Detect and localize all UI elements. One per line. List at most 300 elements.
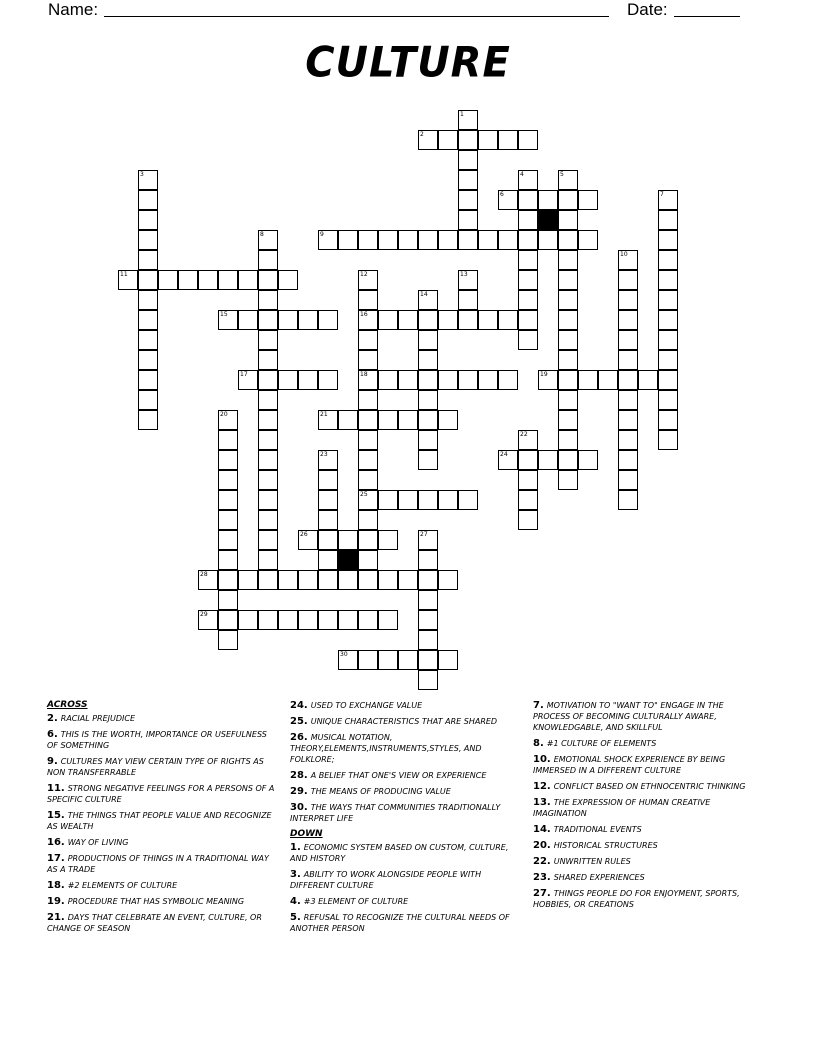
grid-cell[interactable]: [258, 230, 278, 250]
grid-cell[interactable]: [418, 350, 438, 370]
grid-cell[interactable]: [558, 410, 578, 430]
grid-cell[interactable]: [238, 370, 258, 390]
clue-text: EMOTIONAL SHOCK EXPERIENCE BY BEING IMMERSED IN A DIFFERENT CULTURE: [533, 755, 726, 775]
grid-cell[interactable]: [298, 570, 318, 590]
clue-across-item: [47, 880, 275, 891]
grid-cell[interactable]: [458, 230, 478, 250]
grid-cell[interactable]: [218, 410, 238, 430]
grid-cell[interactable]: [658, 270, 678, 290]
grid-cell[interactable]: [218, 630, 238, 650]
cell-number: 17: [240, 371, 248, 378]
grid-cell[interactable]: [438, 410, 458, 430]
grid-cell[interactable]: [238, 270, 258, 290]
grid-cell[interactable]: [418, 490, 438, 510]
grid-cell[interactable]: [458, 150, 478, 170]
grid-cell[interactable]: [518, 490, 538, 510]
grid-cell[interactable]: [418, 230, 438, 250]
grid-cell[interactable]: [238, 570, 258, 590]
grid-cell[interactable]: [438, 650, 458, 670]
grid-cell[interactable]: [398, 410, 418, 430]
cell-number: 3: [140, 171, 144, 178]
grid-cell[interactable]: [218, 490, 238, 510]
grid-cell[interactable]: [358, 370, 378, 390]
grid-cell[interactable]: [298, 530, 318, 550]
grid-cell[interactable]: [338, 410, 358, 430]
grid-cell[interactable]: [138, 230, 158, 250]
grid-cell[interactable]: [378, 650, 398, 670]
grid-cell[interactable]: [258, 390, 278, 410]
grid-cell[interactable]: [618, 250, 638, 270]
grid-cell[interactable]: [418, 450, 438, 470]
grid-cell[interactable]: [138, 330, 158, 350]
grid-cell[interactable]: [358, 450, 378, 470]
grid-cell[interactable]: [418, 390, 438, 410]
grid-cell[interactable]: [418, 610, 438, 630]
grid-cell[interactable]: [258, 430, 278, 450]
grid-cell[interactable]: [358, 230, 378, 250]
grid-cell[interactable]: [378, 410, 398, 430]
grid-cell[interactable]: [558, 330, 578, 350]
grid-cell[interactable]: [458, 370, 478, 390]
grid-cell[interactable]: [138, 210, 158, 230]
grid-cell[interactable]: [258, 290, 278, 310]
grid-cell[interactable]: [138, 190, 158, 210]
clue-number: 17.: [47, 853, 65, 864]
clue-text: WAY OF LIVING: [67, 838, 129, 847]
grid-cell[interactable]: [658, 370, 678, 390]
grid-cell[interactable]: [358, 570, 378, 590]
grid-cell[interactable]: [298, 370, 318, 390]
clue-down-item: [533, 856, 761, 867]
grid-cell[interactable]: [518, 470, 538, 490]
grid-cell[interactable]: [518, 210, 538, 230]
grid-cell[interactable]: [618, 390, 638, 410]
grid-cell[interactable]: [258, 450, 278, 470]
cell-number: 12: [360, 271, 368, 278]
grid-cell[interactable]: [558, 370, 578, 390]
cell-number: 24: [500, 451, 508, 458]
grid-cell[interactable]: [418, 650, 438, 670]
clue-text: THE EXPRESSION OF HUMAN CREATIVE IMAGINATION: [533, 798, 711, 818]
grid-cell[interactable]: [558, 170, 578, 190]
grid-cell[interactable]: [318, 610, 338, 630]
grid-cell[interactable]: [478, 230, 498, 250]
grid-cell[interactable]: [258, 530, 278, 550]
cell-number: 6: [500, 191, 504, 198]
clue-down-item: [290, 912, 518, 934]
grid-cell[interactable]: [218, 430, 238, 450]
grid-cell[interactable]: [398, 570, 418, 590]
grid-cell[interactable]: [358, 290, 378, 310]
grid-cell[interactable]: [418, 310, 438, 330]
grid-cell[interactable]: [218, 530, 238, 550]
clue-across-item: [47, 896, 275, 907]
grid-cell[interactable]: [258, 510, 278, 530]
clue-down-item: [533, 840, 761, 851]
clue-across-item: [47, 713, 275, 724]
grid-cell[interactable]: [618, 470, 638, 490]
grid-cell[interactable]: [338, 230, 358, 250]
grid-cell[interactable]: [378, 610, 398, 630]
grid-cell[interactable]: [358, 530, 378, 550]
clue-number: 28.: [290, 770, 308, 781]
grid-cell[interactable]: [478, 310, 498, 330]
grid-cell[interactable]: [138, 310, 158, 330]
grid-cell[interactable]: [418, 130, 438, 150]
grid-cell[interactable]: [318, 370, 338, 390]
grid-cell[interactable]: [358, 350, 378, 370]
grid-cell[interactable]: [658, 230, 678, 250]
grid-cell[interactable]: [398, 310, 418, 330]
grid-cell[interactable]: [218, 510, 238, 530]
grid-cell[interactable]: [518, 430, 538, 450]
grid-cell[interactable]: [258, 250, 278, 270]
grid-cell[interactable]: [578, 230, 598, 250]
grid-cell[interactable]: [558, 390, 578, 410]
grid-cell[interactable]: [618, 330, 638, 350]
grid-cell[interactable]: [198, 610, 218, 630]
grid-cell[interactable]: [598, 370, 618, 390]
clue-across-item: [47, 729, 275, 751]
grid-cell[interactable]: [358, 410, 378, 430]
cell-number: 7: [660, 191, 664, 198]
grid-cell[interactable]: [138, 390, 158, 410]
grid-cell[interactable]: [378, 370, 398, 390]
grid-cell[interactable]: [658, 250, 678, 270]
clue-text: #3 ELEMENT OF CULTURE: [303, 897, 409, 906]
grid-cell[interactable]: [658, 290, 678, 310]
clue-across-item: [47, 756, 275, 778]
clue-down-item: [533, 700, 761, 733]
grid-cell[interactable]: [558, 210, 578, 230]
grid-cell[interactable]: [398, 650, 418, 670]
clue-number: 26.: [290, 732, 308, 743]
grid-cell[interactable]: [138, 250, 158, 270]
grid-cell[interactable]: [558, 430, 578, 450]
grid-cell[interactable]: [378, 530, 398, 550]
grid-cell[interactable]: [618, 410, 638, 430]
grid-cell[interactable]: [578, 370, 598, 390]
grid-cell[interactable]: [638, 370, 658, 390]
clue-number: 23.: [533, 872, 551, 883]
grid-cell[interactable]: [558, 230, 578, 250]
grid-cell[interactable]: [358, 430, 378, 450]
grid-cell[interactable]: [258, 550, 278, 570]
grid-cell[interactable]: [378, 310, 398, 330]
grid-cell[interactable]: [458, 490, 478, 510]
grid-cell[interactable]: [658, 430, 678, 450]
grid-cell[interactable]: [338, 570, 358, 590]
grid-cell[interactable]: [358, 330, 378, 350]
grid-cell[interactable]: [278, 570, 298, 590]
grid-cell[interactable]: [458, 110, 478, 130]
grid-cell[interactable]: [198, 270, 218, 290]
clue-text: CONFLICT BASED ON ETHNOCENTRIC THINKING: [553, 782, 746, 791]
grid-cell[interactable]: [438, 130, 458, 150]
grid-cell[interactable]: [138, 410, 158, 430]
grid-cell[interactable]: [418, 330, 438, 350]
grid-cell[interactable]: [318, 310, 338, 330]
grid-cell[interactable]: [618, 310, 638, 330]
grid-cell[interactable]: [258, 490, 278, 510]
grid-cell[interactable]: [578, 190, 598, 210]
grid-cell[interactable]: [658, 190, 678, 210]
grid-cell[interactable]: [418, 530, 438, 550]
grid-cell[interactable]: [558, 250, 578, 270]
grid-cell[interactable]: [618, 430, 638, 450]
clue-number: 14.: [533, 824, 551, 835]
grid-cell[interactable]: [538, 190, 558, 210]
clue-number: 6.: [47, 729, 58, 740]
grid-cell[interactable]: [618, 270, 638, 290]
grid-cell[interactable]: [198, 570, 218, 590]
clue-text: SHARED EXPERIENCES: [553, 873, 645, 882]
grid-cell[interactable]: [318, 230, 338, 250]
grid-cell[interactable]: [498, 190, 518, 210]
grid-cell[interactable]: [258, 310, 278, 330]
grid-cell[interactable]: [618, 490, 638, 510]
grid-cell[interactable]: [138, 270, 158, 290]
grid-cell[interactable]: [378, 490, 398, 510]
grid-cell[interactable]: [658, 390, 678, 410]
grid-cell[interactable]: [518, 250, 538, 270]
grid-cell[interactable]: [258, 330, 278, 350]
grid-cell[interactable]: [658, 310, 678, 330]
grid-cell[interactable]: [658, 410, 678, 430]
grid-cell[interactable]: [418, 410, 438, 430]
grid-cell[interactable]: [578, 450, 598, 470]
grid-cell[interactable]: [138, 350, 158, 370]
grid-cell[interactable]: [318, 570, 338, 590]
clue-across-item: [47, 912, 275, 934]
clue-text: USED TO EXCHANGE VALUE: [310, 701, 423, 710]
clue-text: RACIAL PREJUDICE: [60, 714, 136, 723]
grid-cell[interactable]: [438, 570, 458, 590]
grid-cell[interactable]: [438, 230, 458, 250]
grid-cell[interactable]: [558, 470, 578, 490]
grid-cell[interactable]: [418, 670, 438, 690]
clue-across-item: [47, 837, 275, 848]
clue-number: 25.: [290, 716, 308, 727]
clue-number: 16.: [47, 837, 65, 848]
grid-cell[interactable]: [518, 330, 538, 350]
grid-cell[interactable]: [318, 410, 338, 430]
grid-cell[interactable]: [158, 270, 178, 290]
grid-cell[interactable]: [498, 310, 518, 330]
grid-cell[interactable]: [138, 290, 158, 310]
grid-cell[interactable]: [518, 130, 538, 150]
grid-cell[interactable]: [558, 350, 578, 370]
grid-cell[interactable]: [518, 510, 538, 530]
grid-cell[interactable]: [318, 510, 338, 530]
grid-cell[interactable]: [438, 310, 458, 330]
grid-cell[interactable]: [458, 130, 478, 150]
grid-cell[interactable]: [458, 170, 478, 190]
grid-cell[interactable]: [218, 610, 238, 630]
grid-cell[interactable]: [558, 310, 578, 330]
clue-across-item: [47, 783, 275, 805]
grid-cell[interactable]: [358, 470, 378, 490]
grid-cell[interactable]: [318, 450, 338, 470]
grid-cell[interactable]: [518, 190, 538, 210]
grid-cell[interactable]: [538, 230, 558, 250]
grid-cell[interactable]: [398, 490, 418, 510]
clue-text: DAYS THAT CELEBRATE AN EVENT, CULTURE, OR CHANGE OF SEASON: [47, 913, 262, 933]
grid-cell[interactable]: [358, 310, 378, 330]
grid-cell[interactable]: [518, 230, 538, 250]
grid-cell[interactable]: [218, 550, 238, 570]
grid-cell[interactable]: [658, 210, 678, 230]
grid-cell[interactable]: [518, 310, 538, 330]
clue-text: UNWRITTEN RULES: [553, 857, 631, 866]
clues-column-2: [290, 700, 518, 939]
grid-cell[interactable]: [238, 310, 258, 330]
grid-cell[interactable]: [418, 550, 438, 570]
grid-cell[interactable]: [218, 470, 238, 490]
grid-cell[interactable]: [618, 450, 638, 470]
grid-cell[interactable]: [258, 610, 278, 630]
grid-cell[interactable]: [538, 370, 558, 390]
grid-cell[interactable]: [138, 170, 158, 190]
grid-cell[interactable]: [258, 350, 278, 370]
clues-column-1: [47, 700, 275, 939]
grid-cell[interactable]: [298, 310, 318, 330]
grid-cell[interactable]: [418, 290, 438, 310]
clue-text: MUSICAL NOTATION, THEORY,ELEMENTS,INSTRUMENTS,STYLES, AND FOLKLORE;: [290, 733, 482, 764]
grid-cell[interactable]: [218, 570, 238, 590]
grid-cell[interactable]: [478, 130, 498, 150]
grid-cell[interactable]: [238, 610, 258, 630]
clue-number: 3.: [290, 869, 301, 880]
grid-cell[interactable]: [558, 190, 578, 210]
grid-cell[interactable]: [278, 610, 298, 630]
grid-cell[interactable]: [438, 490, 458, 510]
grid-cell[interactable]: [218, 590, 238, 610]
grid-cell[interactable]: [118, 270, 138, 290]
grid-cell[interactable]: [618, 290, 638, 310]
grid-cell[interactable]: [498, 450, 518, 470]
grid-cell[interactable]: [218, 270, 238, 290]
clue-text: ECONOMIC SYSTEM BASED ON CUSTOM, CULTURE, AND HISTORY: [290, 843, 509, 863]
grid-cell[interactable]: [178, 270, 198, 290]
grid-cell[interactable]: [518, 290, 538, 310]
grid-cell[interactable]: [218, 310, 238, 330]
grid-cell[interactable]: [338, 650, 358, 670]
grid-cell[interactable]: [138, 370, 158, 390]
grid-cell[interactable]: [658, 350, 678, 370]
cell-number: 21: [320, 411, 328, 418]
grid-cell[interactable]: [478, 370, 498, 390]
grid-cell[interactable]: [318, 470, 338, 490]
clue-number: 8.: [533, 738, 544, 749]
grid-cell[interactable]: [358, 510, 378, 530]
clue-down-item: [533, 888, 761, 910]
grid-cell[interactable]: [258, 370, 278, 390]
clue-text: PRODUCTIONS OF THINGS IN A TRADITIONAL WAY AS A TRADE: [47, 854, 269, 874]
clue-across-item: [290, 716, 518, 727]
grid-cell[interactable]: [538, 450, 558, 470]
grid-cell[interactable]: [418, 430, 438, 450]
date-label: Date:: [627, 0, 668, 19]
grid-cell[interactable]: [618, 350, 638, 370]
grid-cell[interactable]: [498, 130, 518, 150]
grid-cell[interactable]: [378, 570, 398, 590]
grid-cell[interactable]: [358, 650, 378, 670]
grid-cell[interactable]: [418, 630, 438, 650]
grid-cell[interactable]: [458, 290, 478, 310]
black-cell: [338, 550, 358, 570]
clue-text: CULTURES MAY VIEW CERTAIN TYPE OF RIGHTS AS NON TRANSFERRABLE: [47, 757, 264, 777]
grid-cell[interactable]: [458, 210, 478, 230]
cell-number: 11: [120, 271, 128, 278]
clue-across-item: [290, 786, 518, 797]
grid-cell[interactable]: [438, 370, 458, 390]
grid-cell[interactable]: [498, 230, 518, 250]
grid-cell[interactable]: [458, 270, 478, 290]
grid-cell[interactable]: [358, 490, 378, 510]
grid-cell[interactable]: [258, 470, 278, 490]
clue-text: HISTORICAL STRUCTURES: [553, 841, 658, 850]
grid-cell[interactable]: [518, 450, 538, 470]
clue-number: 10.: [533, 754, 551, 765]
name-label: Name:: [48, 0, 99, 19]
grid-cell[interactable]: [358, 390, 378, 410]
clue-text: #2 ELEMENTS OF CULTURE: [67, 881, 178, 890]
grid-cell[interactable]: [618, 370, 638, 390]
grid-cell[interactable]: [358, 270, 378, 290]
grid-cell[interactable]: [458, 190, 478, 210]
clues-column-3: [533, 700, 761, 915]
grid-cell[interactable]: [358, 610, 378, 630]
grid-cell[interactable]: [658, 330, 678, 350]
clue-across-item: [290, 770, 518, 781]
grid-cell[interactable]: [558, 450, 578, 470]
grid-cell[interactable]: [358, 550, 378, 570]
grid-cell[interactable]: [398, 370, 418, 390]
grid-cell[interactable]: [338, 610, 358, 630]
grid-cell[interactable]: [398, 230, 418, 250]
clue-down-item: [533, 738, 761, 749]
grid-cell[interactable]: [518, 270, 538, 290]
grid-cell[interactable]: [558, 290, 578, 310]
grid-cell[interactable]: [518, 170, 538, 190]
grid-cell[interactable]: [498, 370, 518, 390]
grid-cell[interactable]: [278, 370, 298, 390]
grid-cell[interactable]: [378, 230, 398, 250]
grid-cell[interactable]: [298, 610, 318, 630]
grid-cell[interactable]: [218, 450, 238, 470]
grid-cell[interactable]: [458, 310, 478, 330]
grid-cell[interactable]: [318, 490, 338, 510]
clue-number: 13.: [533, 797, 551, 808]
grid-cell[interactable]: [558, 270, 578, 290]
grid-cell[interactable]: [258, 570, 278, 590]
grid-cell[interactable]: [258, 270, 278, 290]
clue-number: 27.: [533, 888, 551, 899]
clue-across-item: [290, 700, 518, 711]
clue-text: THINGS PEOPLE DO FOR ENJOYMENT, SPORTS, HOBBIES, OR CREATIONS: [533, 889, 740, 909]
grid-cell[interactable]: [418, 370, 438, 390]
grid-cell[interactable]: [278, 310, 298, 330]
grid-cell[interactable]: [318, 550, 338, 570]
clue-down-item: [533, 754, 761, 776]
grid-cell[interactable]: [318, 530, 338, 550]
grid-cell[interactable]: [338, 530, 358, 550]
grid-cell[interactable]: [278, 270, 298, 290]
grid-cell[interactable]: [258, 410, 278, 430]
grid-cell[interactable]: [418, 590, 438, 610]
grid-cell[interactable]: [418, 570, 438, 590]
